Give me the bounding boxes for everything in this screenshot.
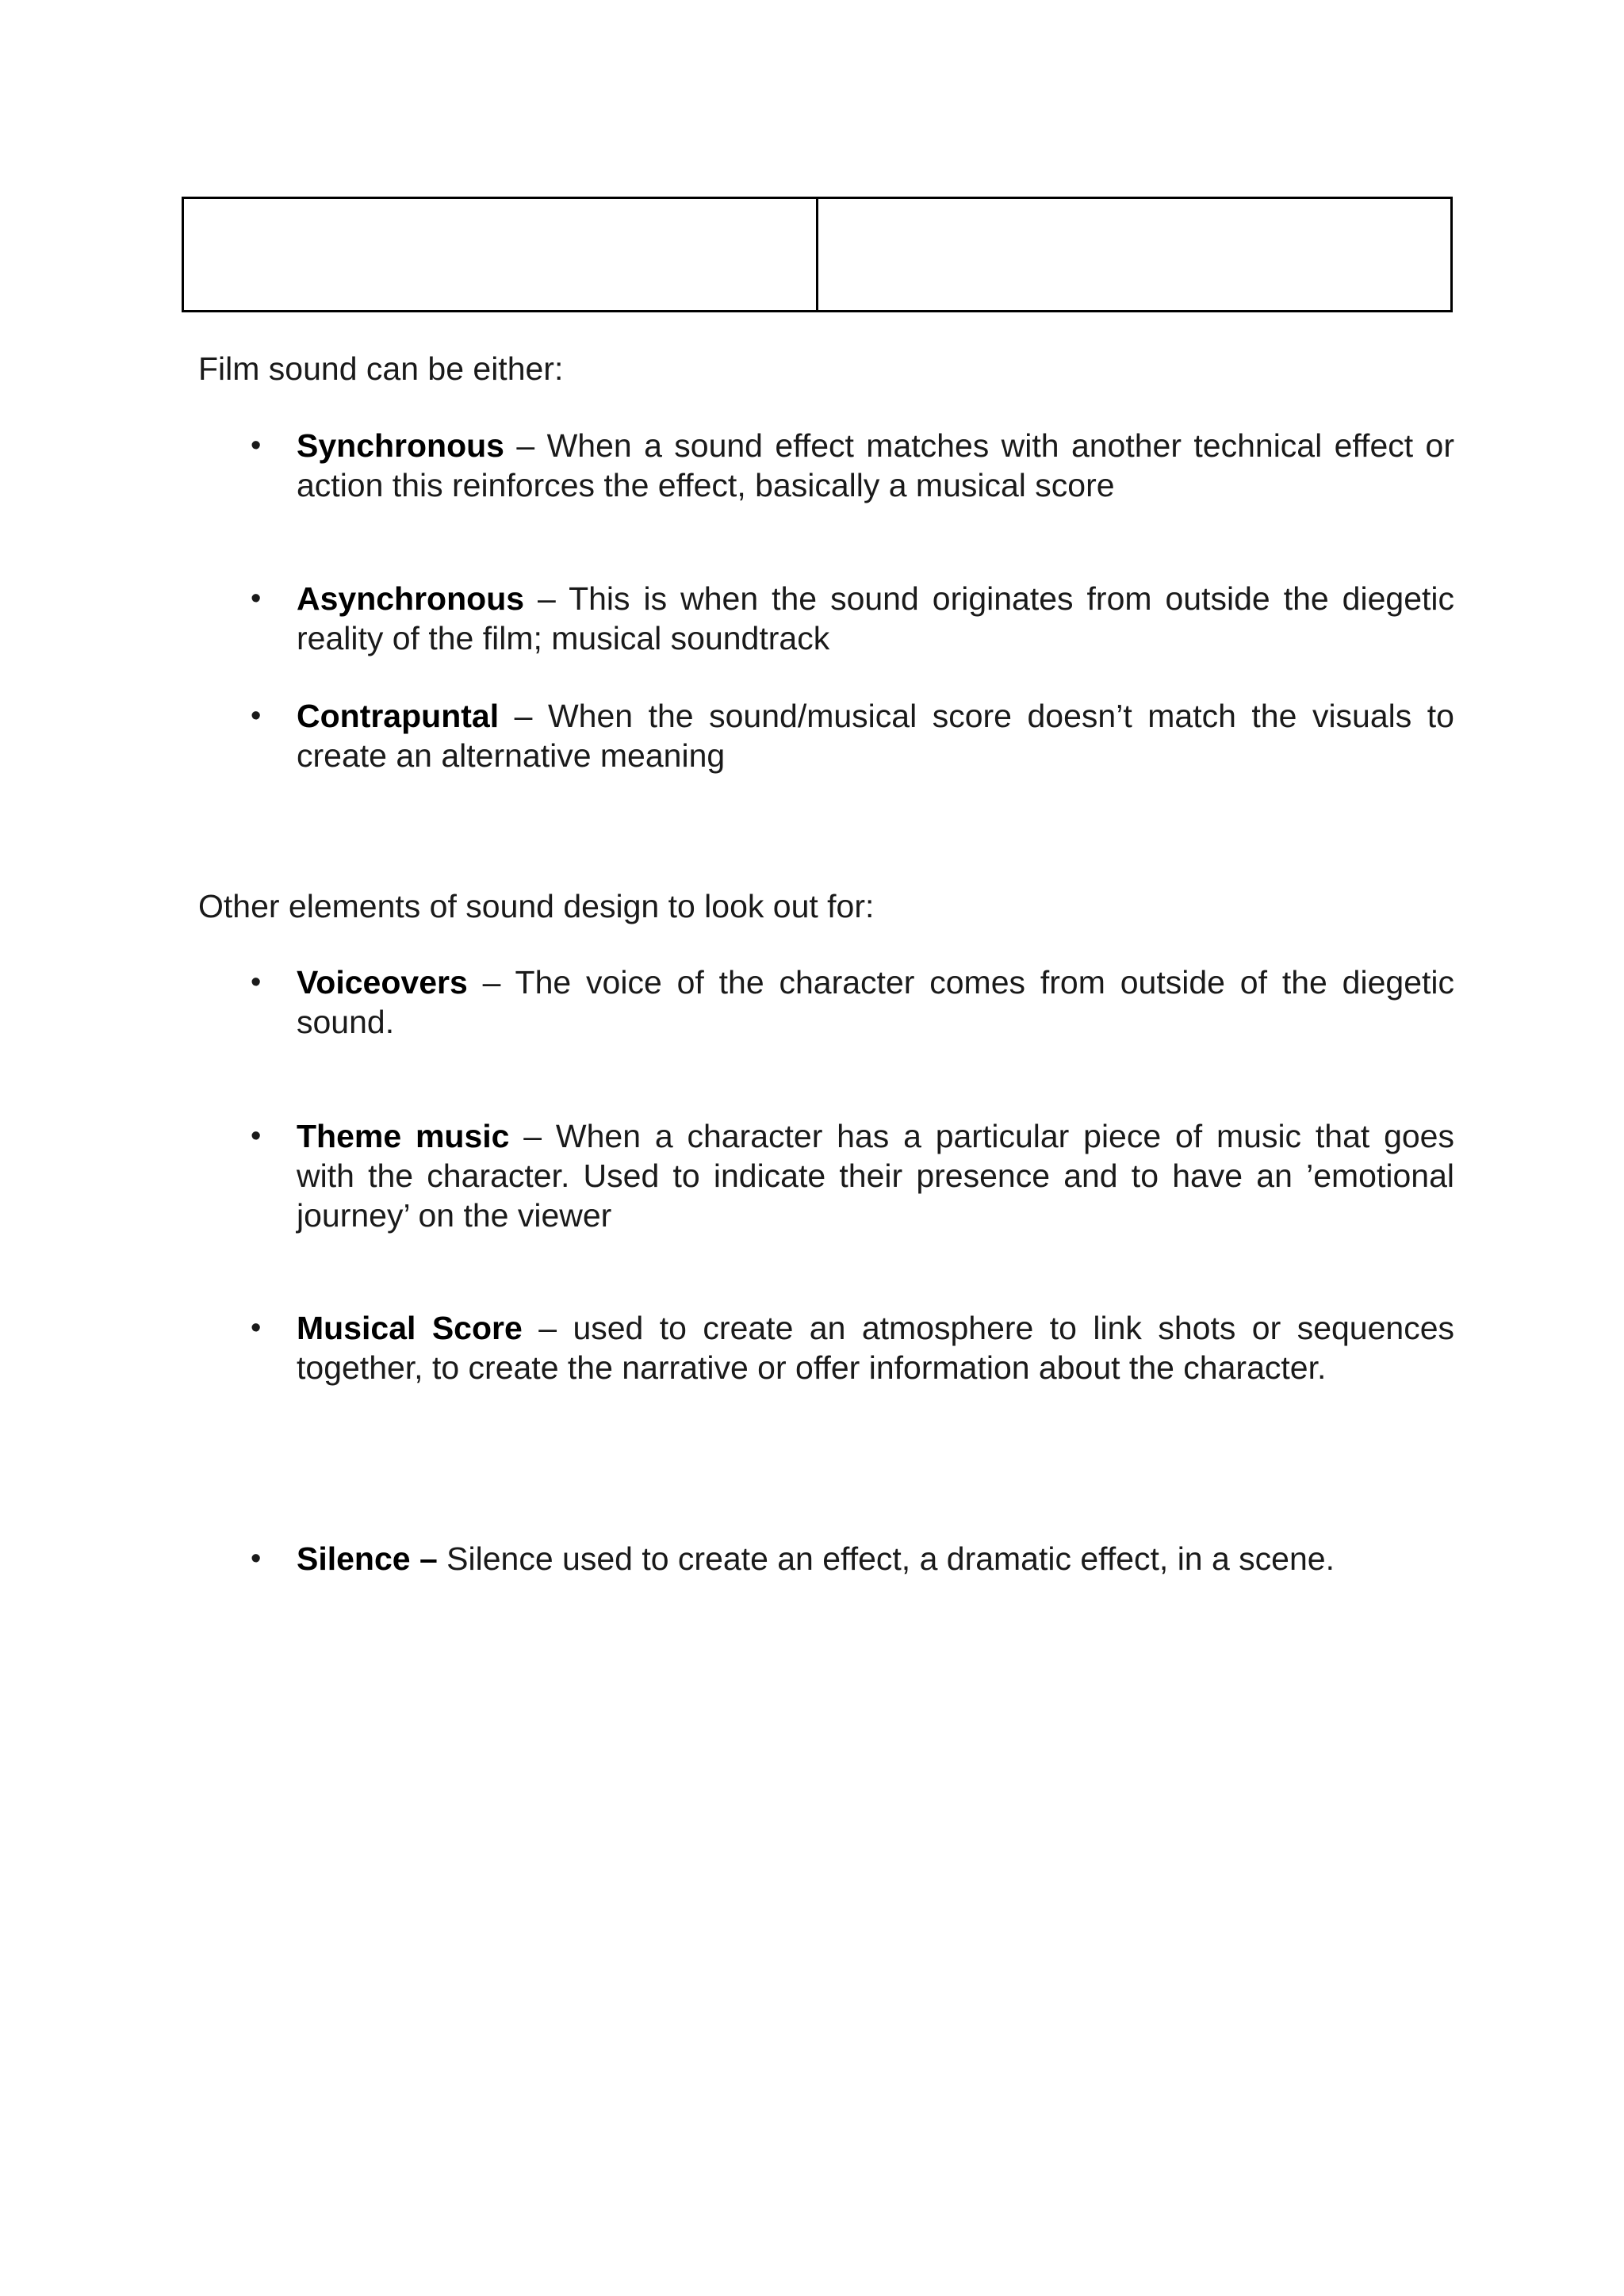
list-item-synchronous [251,426,1454,505]
definition-synchronous: – When a sound effect matches with another technical effect or action this reinforces the effect, basically a musical score [297,427,1454,503]
term-musical-score: Musical Score [297,1310,523,1346]
list-item-voiceovers [251,962,1454,1042]
bullet-icon: • [251,966,262,999]
definition-voiceovers: – The voice of the character comes from outside of the diegetic sound. [297,964,1454,1040]
term-synchronous: Synchronous [297,427,504,464]
term-asynchronous: Asynchronous [297,580,525,617]
definition-asynchronous: – This is when the sound originates from outside the diegetic reality of the film; musical soundtrack [297,580,1454,656]
bullet-icon: • [251,429,262,462]
bullet-icon: • [251,699,262,733]
term-theme-music: Theme music [297,1118,510,1154]
term-contrapuntal: Contrapuntal [297,698,500,734]
table-cell-right [816,199,1450,310]
section2-intro: Other elements of sound design to look out for: [198,888,875,924]
bullet-icon: • [251,582,262,615]
definition-contrapuntal: – When the sound/musical score doesn’t match the visuals to create an alternative meaning [297,698,1454,774]
list-item-silence [251,1539,1454,1578]
definition-musical-score: – used to create an atmosphere to link shots or sequences together, to create the narrative or offer information about the character. [297,1310,1455,1386]
section1-intro: Film sound can be either: [198,350,564,387]
term-voiceovers: Voiceovers [297,964,468,1001]
bullet-icon: • [251,1119,262,1153]
table-cell-left [184,199,816,310]
term-silence: Silence – [297,1540,438,1577]
list-item-theme-music [251,1116,1454,1235]
empty-table [182,197,1453,312]
definition-theme-music: – When a character has a particular piece of music that goes with the character. Used to indicate their presence and to have an ’emotional journey’ on the viewer [297,1118,1454,1234]
definition-silence: Silence used to create an effect, a dramatic effect, in a scene. [437,1540,1335,1577]
bullet-icon: • [251,1311,262,1345]
list-item-asynchronous [251,579,1454,658]
list-item-musical-score [251,1308,1455,1387]
list-item-contrapuntal [251,696,1454,775]
bullet-icon: • [251,1542,262,1575]
